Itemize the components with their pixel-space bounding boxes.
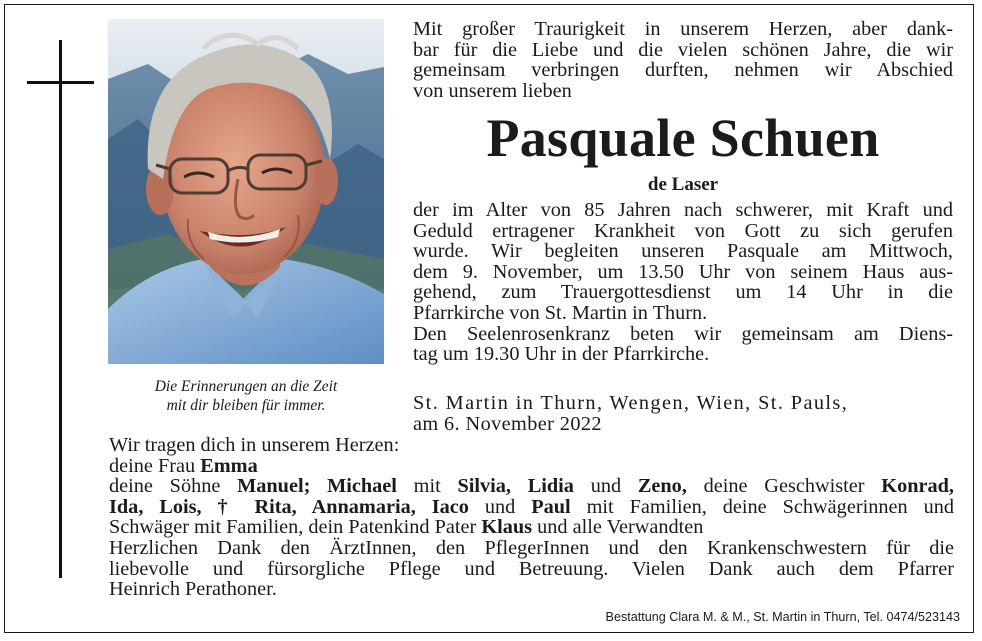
intro-paragraph (413, 19, 953, 101)
siblings-names: Ida, Lois, † Rita, Annamaria, Iaco (109, 495, 469, 518)
details-line: Pfarrkirche von St. Martin in Thurn. (413, 301, 708, 324)
mourners-section (109, 435, 954, 600)
thanks-line: liebevolle und fürsorgliche Pflege und Betreuung. Vielen Dank auch dem Pfarrer (109, 557, 954, 580)
caption-line: mit dir bleiben für immer. (166, 397, 326, 414)
details-paragraph (413, 200, 953, 365)
sons-names: Manuel; Michael (237, 475, 397, 498)
wife-name: Emma (200, 454, 258, 477)
deceased-alias: de Laser (647, 174, 719, 195)
cross-horizontal-bar (27, 81, 94, 84)
funeral-home-credit: Bestattung Clara M. & M., St. Martin in Thurn, Tel. 0474/523143 (605, 610, 960, 624)
cross-vertical-bar (59, 40, 62, 578)
sibling-name: Konrad, (881, 475, 954, 498)
date-line: am 6. November 2022 (413, 412, 602, 435)
godchild-name: Klaus (481, 516, 533, 539)
details-line: Den Seelenrosenkranz beten wir gemeinsam am Diens- (413, 322, 953, 345)
grandchild-name: Zeno, (637, 475, 687, 498)
sons-prefix: deine Söhne (109, 475, 238, 498)
details-line: der im Alter von 85 Jahren nach schwerer, mit Kraft und (413, 199, 953, 221)
portrait-photo (108, 19, 384, 364)
wife-prefix: deine Frau (109, 454, 201, 477)
mourners-siblings-line (109, 497, 954, 518)
place-and-date (413, 393, 953, 434)
relatives-prefix: Schwäger mit Familien, dein Patenkind Pater (109, 516, 482, 539)
photo-caption (108, 377, 384, 415)
mourners-wife-line (109, 456, 954, 477)
mourners-heading: Wir tragen dich in unserem Herzen: (109, 434, 400, 456)
thanks-line: Heinrich Perathoner. (109, 578, 277, 601)
mourners-relatives-line (109, 517, 954, 538)
intro-line: bar für die Liebe und die vielen schönen Jahre, die wir (413, 38, 953, 61)
siblings-prefix: deine Geschwister (686, 475, 882, 498)
place-line: St. Martin in Thurn, Wengen, Wien, St. Pauls, (413, 392, 849, 414)
and-text: und (468, 495, 532, 518)
intro-line: gemeinsam verbringen durften, nehmen wir Abschied (413, 59, 953, 82)
with-text: mit (396, 475, 458, 498)
intro-line: von unserem lieben (413, 79, 572, 102)
and-text: und (573, 475, 638, 498)
partners-names: Silvia, Lidia (457, 475, 574, 498)
details-line: gehend, zum Trauergottesdienst um 14 Uhr in die (413, 281, 953, 304)
thanks-line: Herzlichen Dank den ÄrztInnen, den PflegerInnen und den Krankenschwestern für die (109, 536, 954, 559)
intro-line: Mit großer Traurigkeit in unserem Herzen, aber dank- (413, 18, 953, 40)
details-line: wurde. Wir begleiten unseren Pasquale am Mittwoch, (413, 240, 953, 263)
details-line: tag um 19.30 Uhr in der Pfarrkirche. (413, 343, 710, 366)
relatives-suffix: und alle Verwandten (532, 516, 704, 539)
mourners-children-line (109, 476, 954, 497)
sibling-last-name: Paul (531, 495, 571, 518)
portrait-illustration (108, 19, 384, 364)
details-line: dem 9. November, um 13.50 Uhr von seinem Haus aus- (413, 260, 953, 283)
deceased-name: Pasquale Schuen (486, 108, 880, 168)
siblings-suffix: mit Familien, deine Schwägerinnen und (570, 495, 954, 518)
details-line: Geduld ertragener Krankheit von Gott zu sich gerufen (413, 219, 953, 242)
caption-line: Die Erinnerungen an die Zeit (154, 378, 338, 395)
